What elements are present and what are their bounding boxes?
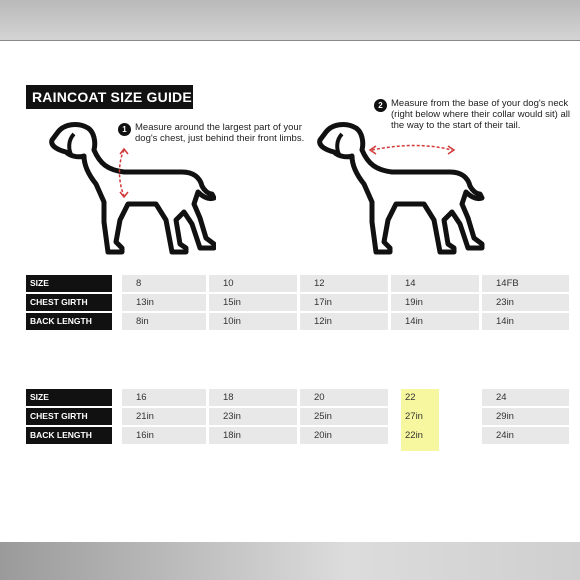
table-cell: 14in bbox=[482, 313, 569, 330]
row-label: SIZE bbox=[26, 275, 112, 292]
table-cell: 23in bbox=[209, 408, 297, 425]
table-row bbox=[26, 408, 572, 426]
table-cell: 22 bbox=[405, 392, 416, 403]
table-cell: 20in bbox=[300, 427, 388, 444]
table-cell: 12in bbox=[300, 313, 388, 330]
table-cell: 14in bbox=[391, 313, 479, 330]
table-cell: 24in bbox=[482, 427, 569, 444]
photo-frame-top bbox=[0, 0, 580, 40]
table-cell: 8in bbox=[122, 313, 206, 330]
photo-frame-bottom bbox=[0, 542, 580, 580]
table-cell: 14 bbox=[391, 275, 479, 292]
dog-back-length-illustration-icon bbox=[312, 120, 488, 255]
row-label: BACK LENGTH bbox=[26, 427, 112, 444]
step-2-instruction bbox=[374, 98, 574, 131]
step-2-text: Measure from the base of your dog's neck (right below where their collar would sit) all the way to the start of their tail. bbox=[391, 98, 570, 131]
table-cell: 16in bbox=[122, 427, 206, 444]
table-cell: 22in bbox=[405, 430, 423, 441]
table-cell: 25in bbox=[300, 408, 388, 425]
step-1-number: 1 bbox=[118, 123, 131, 136]
table-row bbox=[26, 294, 572, 312]
table-cell: 12 bbox=[300, 275, 388, 292]
table-row bbox=[26, 427, 572, 445]
table-row bbox=[26, 275, 572, 293]
size-table-2 bbox=[26, 389, 572, 446]
table-cell: 20 bbox=[300, 389, 388, 406]
table-cell: 24 bbox=[482, 389, 569, 406]
table-cell: 21in bbox=[122, 408, 206, 425]
table-cell: 19in bbox=[391, 294, 479, 311]
table-cell: 23in bbox=[482, 294, 569, 311]
page-title: RAINCOAT SIZE GUIDE bbox=[26, 85, 193, 109]
table-cell: 10in bbox=[209, 313, 297, 330]
row-label: CHEST GIRTH bbox=[26, 408, 112, 425]
row-label: SIZE bbox=[26, 389, 112, 406]
table-row bbox=[26, 389, 572, 407]
row-label: BACK LENGTH bbox=[26, 313, 112, 330]
table-cell: 17in bbox=[300, 294, 388, 311]
table-cell: 29in bbox=[482, 408, 569, 425]
table-row bbox=[26, 313, 572, 331]
table-cell: 18 bbox=[209, 389, 297, 406]
step-1-text: Measure around the largest part of your dog's chest, just behind their front limbs. bbox=[135, 122, 305, 144]
table-cell: 10 bbox=[209, 275, 297, 292]
step-1-instruction bbox=[118, 122, 308, 144]
table-cell: 15in bbox=[209, 294, 297, 311]
table-cell: 18in bbox=[209, 427, 297, 444]
step-2-number: 2 bbox=[374, 99, 387, 112]
table-cell: 16 bbox=[122, 389, 206, 406]
table-cell: 27in bbox=[405, 411, 423, 422]
table-cell: 13in bbox=[122, 294, 206, 311]
table-cell: 8 bbox=[122, 275, 206, 292]
size-table-1 bbox=[26, 275, 572, 332]
table-cell: 14FB bbox=[482, 275, 569, 292]
back-arrow bbox=[372, 146, 452, 151]
row-label: CHEST GIRTH bbox=[26, 294, 112, 311]
